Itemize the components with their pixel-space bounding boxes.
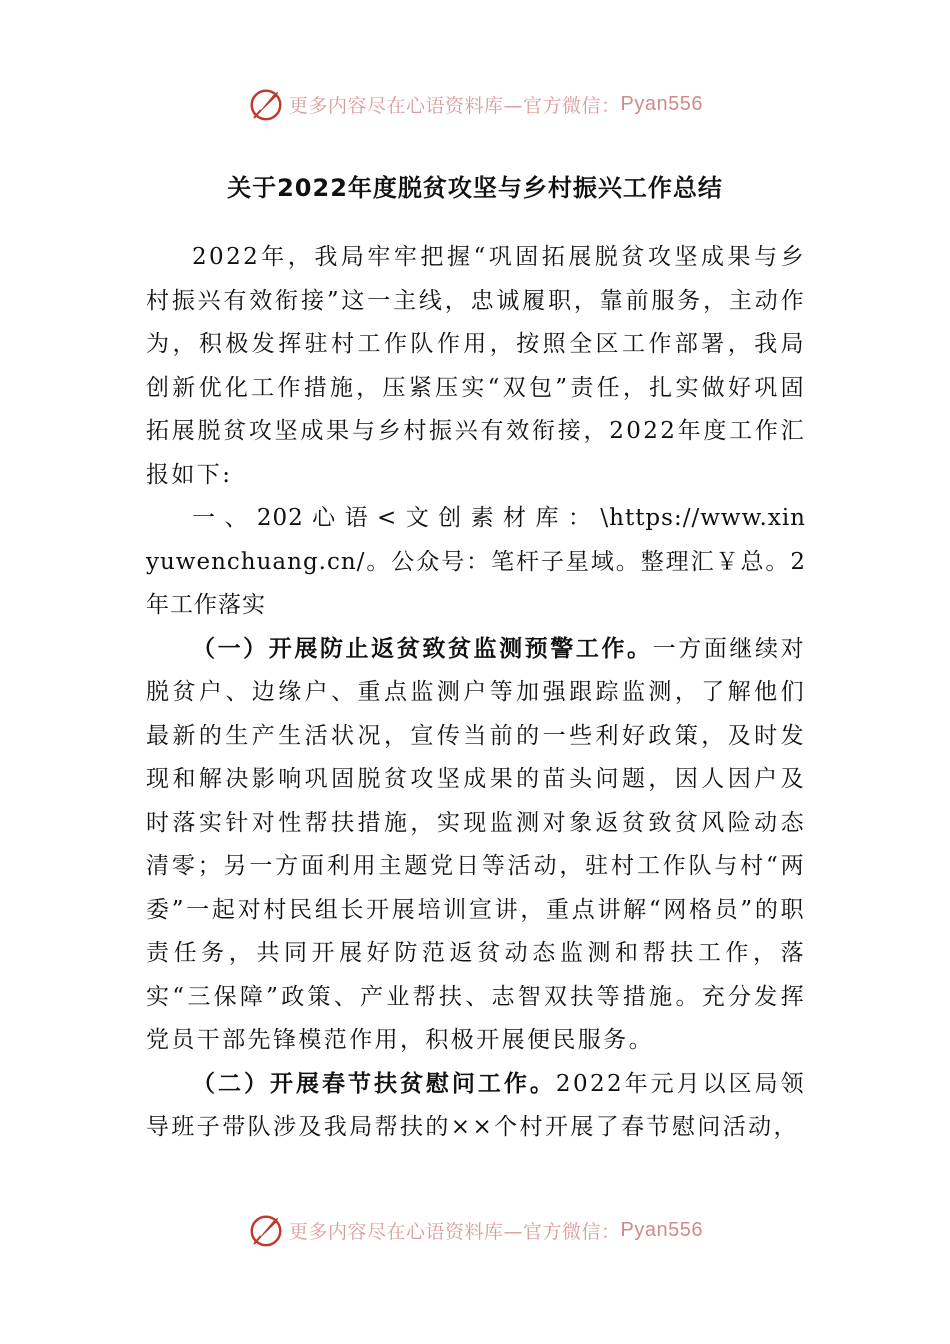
section-heading: 一 、 202 心 语 < 文 创 素 材 库 ： \https://www.xinyuwenchuang.cn/。公众号：笔杆子星域。整理汇￥总。2年工作落实 bbox=[146, 505, 806, 618]
item-2-paragraph bbox=[146, 1063, 806, 1150]
banner-text: 更多内容尽在心语资料库—官方微信： bbox=[289, 94, 621, 117]
footer-banner bbox=[0, 1208, 950, 1252]
item-1-heading: （一）开展防止返贫致贫监测预警工作。 bbox=[192, 635, 653, 662]
intro-paragraph: 2022年，我局牢牢把握“巩固拓展脱贫攻坚成果与乡村振兴有效衔接”这一主线，忠诚履职，靠前服务，主动作为，积极发挥驻村工作队作用，按照全区工作部署，我局创新优化工作措施，压紧压实“双包”责任，扎实做好巩固拓展脱贫攻坚成果与乡村振兴有效衔接，2022年度工作汇报如下: bbox=[146, 244, 806, 488]
quill-logo-icon bbox=[247, 1211, 285, 1249]
document-body bbox=[146, 236, 806, 1150]
header-banner bbox=[0, 82, 950, 126]
banner-text: 更多内容尽在心语资料库—官方微信： bbox=[289, 1220, 621, 1243]
document-title: 关于2022年度脱贫攻坚与乡村振兴工作总结 bbox=[227, 174, 723, 202]
item-2-heading: （二）开展春节扶贫慰问工作。 bbox=[192, 1070, 556, 1097]
item-1-text: 一方面继续对脱贫户、边缘户、重点监测户等加强跟踪监测，了解他们最新的生产生活状况，宣传当前的一些利好政策，及时发现和解决影响巩固脱贫攻坚成果的苗头问题，因人因户及时落实针对性帮扶措施，实现监测对象返贫致贫风险动态清零；另一方面利用主题党日等活动，驻村工作队与村“两委”一起对村民组长开展培训宣讲，重点讲解“网格员”的职责任务，共同开展好防范返贫动态监测和帮扶工作，落实“三保障”政策、产业帮扶、志智双扶等措施。充分发挥党员干部先锋模范作用，积极开展便民服务。 bbox=[146, 635, 806, 1053]
item-2-text: 2022年元月以区局领导班子带队涉及我局帮扶的××个村开展了春节慰问活动， bbox=[146, 1070, 806, 1140]
wechat-id: Pyan556 bbox=[620, 92, 703, 115]
item-1-paragraph bbox=[146, 628, 806, 1063]
wechat-id: Pyan556 bbox=[620, 1218, 703, 1241]
quill-logo-icon bbox=[247, 85, 285, 123]
